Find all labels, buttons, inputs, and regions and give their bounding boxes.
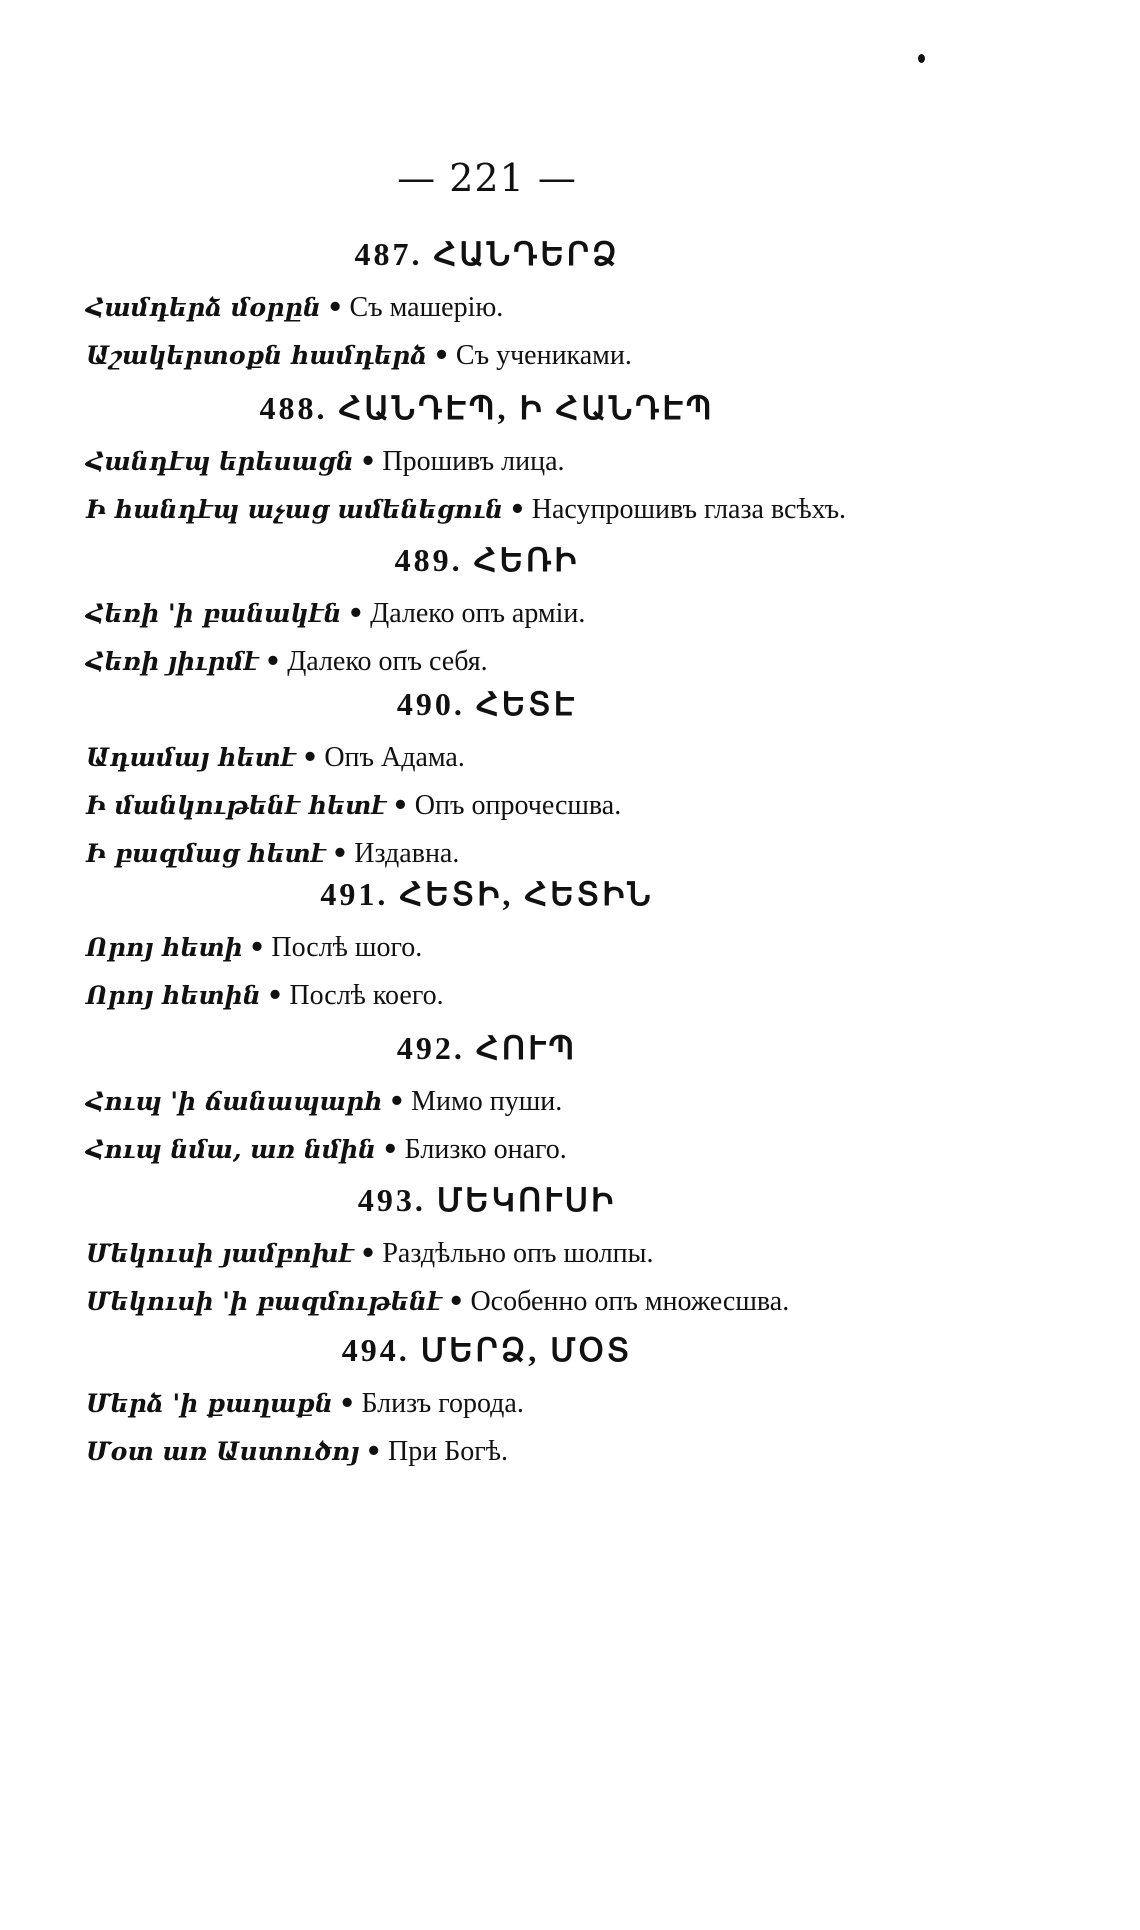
separator-dot: • (388, 1087, 406, 1117)
entry-row (86, 734, 1140, 782)
separator-dot: • (392, 791, 409, 821)
entry-row (86, 284, 1140, 332)
section-3 (0, 530, 1140, 686)
russian-translation: Особенно опъ множесшва. (470, 1286, 790, 1317)
separator-dot: • (338, 1389, 356, 1419)
section-heading: 488. ՀԱՆԴԷՊ, Ի ՀԱՆԴԷՊ (259, 390, 715, 426)
separator-dot: • (359, 1239, 377, 1269)
armenian-phrase: Հուպ 'ի ճանապարհ (86, 1087, 383, 1116)
section-heading: 487. ՀԱՆԴԵՐՁ (354, 236, 620, 272)
armenian-phrase: Ի մանկութենէ հետէ (86, 791, 387, 820)
armenian-phrase: Մօտ առ Աստուծոյ (86, 1437, 360, 1466)
armenian-phrase: Մեկուսի յամբոխէ (86, 1239, 354, 1268)
armenian-phrase: Հեռի 'ի բանակէն (86, 599, 342, 628)
entry-row (86, 1380, 1140, 1428)
entry-row (86, 590, 1140, 638)
russian-translation: Мимо пуши. (411, 1086, 563, 1117)
section-heading: 492. ՀՈՒՊ (396, 1030, 578, 1066)
section-heading: 491. ՀԵՏԻ, ՀԵՏԻՆ (320, 876, 654, 912)
armenian-phrase: Որոյ հետին (86, 981, 261, 1010)
separator-dot: • (301, 743, 319, 773)
section-heading: 489. ՀԵՌԻ (394, 542, 580, 578)
russian-translation: Издавна. (354, 838, 460, 869)
section-8 (0, 1320, 1140, 1476)
russian-translation: Насупрошивъ глаза всѣхъ. (531, 494, 847, 525)
entry-row (86, 1428, 1140, 1476)
armenian-phrase: Աշակերտօքն համդերձ (86, 341, 428, 370)
separator-dot: • (326, 293, 344, 323)
armenian-phrase: Մերձ 'ի քաղաքն (86, 1389, 333, 1418)
armenian-phrase: Հուպ նմա, առ նմին (86, 1135, 377, 1164)
separator-dot: • (347, 599, 365, 629)
russian-translation: Послѣ коего. (289, 980, 444, 1011)
entry-row (86, 1078, 1140, 1126)
separator-dot: • (266, 981, 284, 1011)
separator-dot: • (447, 1287, 465, 1317)
russian-translation: Близко онаго. (404, 1134, 567, 1165)
section-4 (0, 674, 1140, 878)
separator-dot: • (509, 495, 526, 525)
section-1 (0, 224, 1140, 380)
russian-translation: При Богѣ. (388, 1436, 508, 1467)
entry-row (86, 924, 1140, 972)
armenian-phrase: Ի բազմաց հետէ (86, 839, 326, 868)
section-6 (0, 1018, 1140, 1174)
entry-row (86, 438, 1140, 486)
section-5 (0, 864, 1140, 1020)
russian-translation: Прошивъ лица. (382, 446, 565, 477)
separator-dot: • (359, 447, 377, 477)
separator-dot: • (248, 933, 266, 963)
armenian-phrase: Որոյ հետի (86, 933, 243, 962)
russian-translation: Опъ опрочесшва. (414, 790, 622, 821)
section-2 (0, 378, 1140, 534)
russian-translation: Далеко опъ себя. (287, 646, 488, 677)
separator-dot: • (365, 1437, 382, 1467)
section-heading: 493. ՄԵԿՈՒՍԻ (357, 1182, 617, 1218)
russian-translation: Близъ города. (361, 1388, 524, 1419)
armenian-phrase: Հեռի յիւրմէ (86, 647, 259, 676)
separator-dot: • (433, 341, 450, 371)
armenian-phrase: Համդերձ մօրըն (86, 293, 321, 322)
entry-row (86, 486, 1140, 534)
entry-row (86, 1126, 1140, 1174)
armenian-phrase: Ի հանդէպ աչաց ամենեցուն (86, 495, 504, 524)
entry-row (86, 332, 1140, 380)
page-dot (918, 54, 925, 63)
separator-dot: • (382, 1135, 399, 1165)
russian-translation: Опъ Адама. (324, 742, 465, 773)
armenian-phrase: Ադամայ հետէ (86, 743, 296, 772)
section-heading: 494. ՄԵՐՁ, ՄՕՏ (341, 1332, 633, 1368)
entry-row (86, 782, 1140, 830)
russian-translation: Далеко опъ арміи. (370, 598, 586, 629)
entry-row (86, 972, 1140, 1020)
armenian-phrase: Մեկուսի 'ի բազմութենէ (86, 1287, 442, 1316)
separator-dot: • (331, 839, 349, 869)
page-number: — 221 — (397, 156, 577, 200)
russian-translation: Раздѣльно опъ шолпы. (382, 1238, 654, 1269)
entry-row (86, 1278, 1140, 1326)
separator-dot: • (264, 647, 282, 677)
armenian-phrase: Հանդէպ երեսացն (86, 447, 354, 476)
russian-translation: Послѣ шого. (271, 932, 423, 963)
section-heading: 490. ՀԵՏԷ (396, 686, 578, 722)
section-7 (0, 1170, 1140, 1326)
russian-translation: Съ машерію. (349, 292, 504, 323)
entry-row (86, 1230, 1140, 1278)
russian-translation: Съ учениками. (455, 340, 632, 371)
